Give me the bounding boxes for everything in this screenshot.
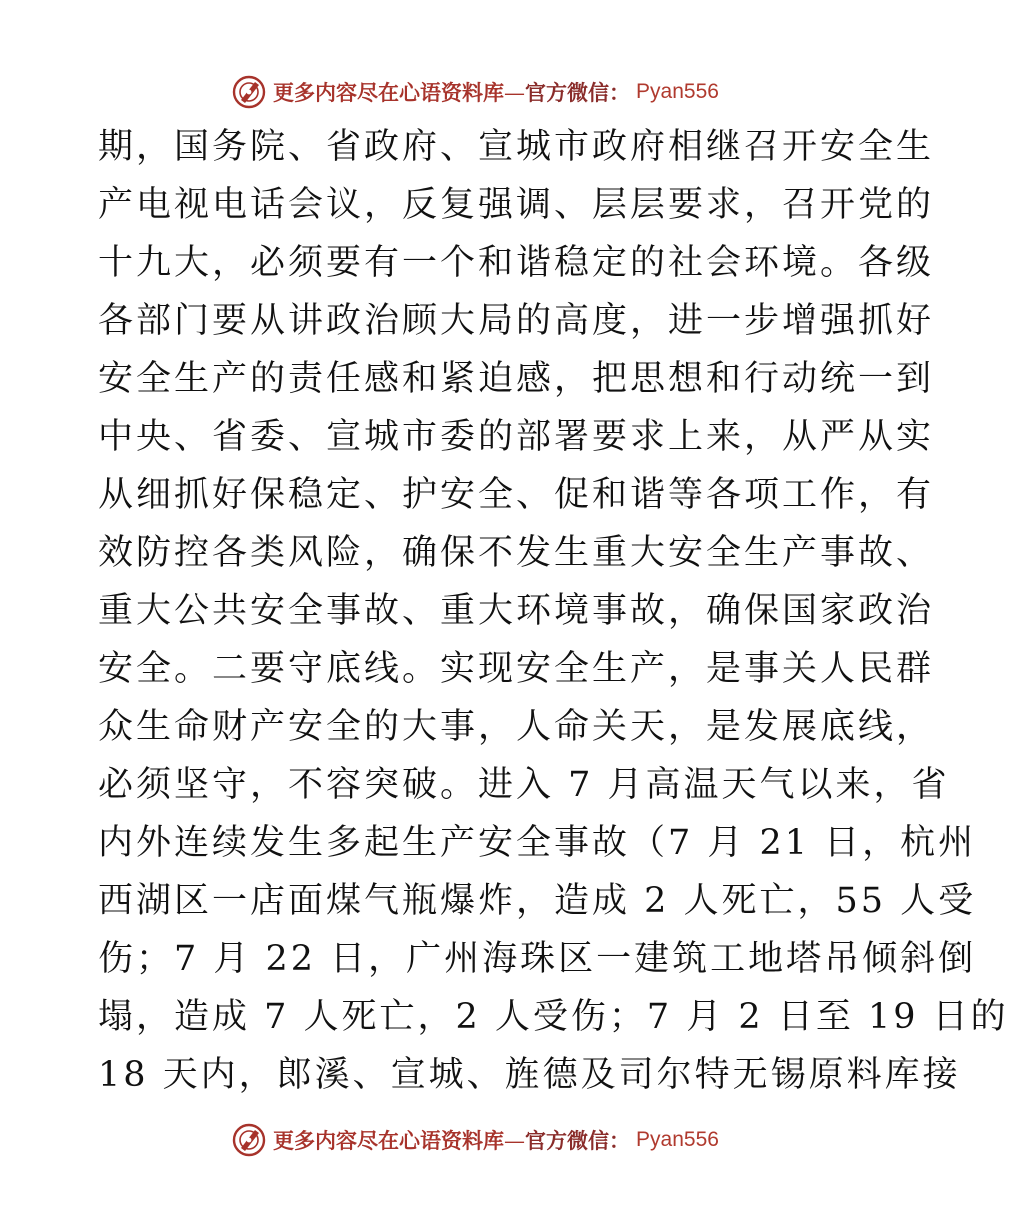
watermark-wechat-id: Pyan556 (636, 80, 719, 103)
watermark-official-label: 官方微信： (525, 1128, 631, 1153)
body-line: 中央、省委、宣城市委的部署要求上来，从严从实 (98, 417, 935, 457)
body-line: 必须坚守，不容突破。进入 7 月高温天气以来，省 (98, 765, 950, 805)
body-line: 各部门要从讲政治顾大局的高度，进一步增强抓好 (98, 301, 935, 341)
body-line: 效防控各类风险，确保不发生重大安全生产事故、 (98, 533, 935, 573)
body-line: 内外连续发生多起生产安全事故（7 月 21 日，杭州 (98, 823, 977, 863)
body-line: 安全生产的责任感和紧迫感，把思想和行动统一到 (98, 359, 935, 399)
watermark-official-label: 官方微信： (525, 80, 631, 105)
watermark-text (273, 1125, 630, 1155)
watermark-dash: — (504, 81, 526, 105)
library-logo-icon (231, 74, 267, 110)
watermark-wechat-id: Pyan556 (636, 1128, 719, 1151)
body-line: 塌，造成 7 人死亡，2 人受伤；7 月 2 日至 19 日的 (98, 997, 1009, 1037)
header-watermark (0, 72, 950, 112)
body-line: 西湖区一店面煤气瓶爆炸，造成 2 人死亡，55 人受 (98, 881, 977, 921)
body-line: 期，国务院、省政府、宣城市政府相继召开安全生 (98, 127, 935, 167)
watermark-dash: — (504, 1129, 526, 1153)
document-body (98, 118, 1009, 1104)
body-line: 18 天内，郎溪、宣城、旌德及司尔特无锡原料库接 (98, 1055, 961, 1095)
footer-watermark (0, 1120, 950, 1160)
body-line: 十九大，必须要有一个和谐稳定的社会环境。各级 (98, 243, 935, 283)
body-line: 产电视电话会议，反复强调、层层要求，召开党的 (98, 185, 935, 225)
body-line: 安全。二要守底线。实现安全生产，是事关人民群 (98, 649, 935, 689)
body-line: 从细抓好保稳定、护安全、促和谐等各项工作，有 (98, 475, 935, 515)
watermark-site-text: 更多内容尽在心语资料库 (273, 1128, 505, 1153)
body-line: 众生命财产安全的大事，人命关天，是发展底线， (98, 707, 935, 747)
watermark-site-text: 更多内容尽在心语资料库 (273, 80, 505, 105)
library-logo-icon (231, 1122, 267, 1158)
watermark-text (273, 77, 630, 107)
body-line: 伤；7 月 22 日，广州海珠区一建筑工地塔吊倾斜倒 (98, 939, 977, 979)
body-line: 重大公共安全事故、重大环境事故，确保国家政治 (98, 591, 935, 631)
